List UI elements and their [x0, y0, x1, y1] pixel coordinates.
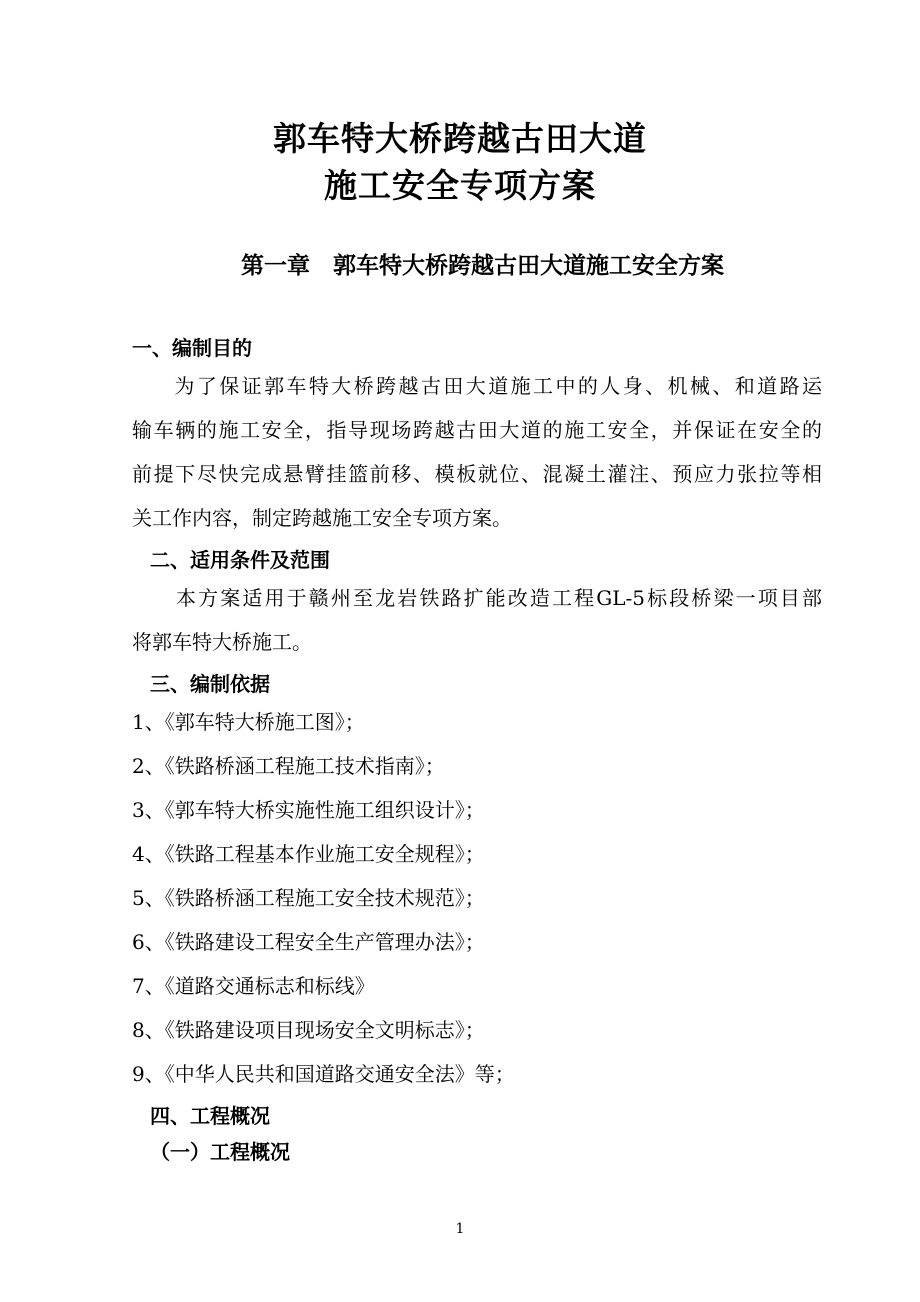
document-title-line1: 郭车特大桥跨越古田大道 [273, 119, 647, 158]
reference-item: 4、《铁路工程基本作业施工安全规程》； [132, 842, 485, 866]
section-heading-1: 一、编制目的 [132, 336, 252, 360]
paragraph-line: 关工作内容，制定跨越施工安全专项方案。 [132, 506, 512, 530]
paragraph-line: 输车辆的施工安全，指导现场跨越古田大道的施工安全，并保证在安全的 [132, 418, 822, 442]
paragraph-line: 前提下尽快完成悬臂挂篮前移、模板就位、混凝土灌注、预应力张拉等相 [132, 462, 822, 486]
reference-item: 8、《铁路建设项目现场安全文明标志》； [132, 1018, 485, 1042]
page-number: 1 [455, 1221, 465, 1237]
reference-item: 5、《铁路桥涵工程施工安全技术规范》； [132, 886, 485, 910]
reference-item: 2、《铁路桥涵工程施工技术指南》； [132, 754, 445, 778]
paragraph-line: 将郭车特大桥施工。 [132, 630, 312, 654]
reference-item: 7、《道路交通标志和标线》 [132, 974, 375, 998]
paragraph-line: 本方案适用于赣州至龙岩铁路扩能改造工程GL-5标段桥梁一项目部 [176, 586, 822, 610]
reference-item: 6、《铁路建设工程安全生产管理办法》； [132, 930, 485, 954]
section-heading-3: 三、编制依据 [150, 672, 270, 696]
paragraph-line: 为了保证郭车特大桥跨越古田大道施工中的人身、机械、和道路运 [152, 374, 822, 398]
section-heading-2: 二、适用条件及范围 [150, 548, 330, 572]
subsection-heading: （一）工程概况 [150, 1140, 290, 1164]
reference-item: 3、《郭车特大桥实施性施工组织设计》； [132, 798, 485, 822]
document-title-line2: 施工安全专项方案 [324, 166, 596, 205]
section-heading-4: 四、工程概况 [150, 1104, 270, 1128]
reference-item: 9、《中华人民共和国道路交通安全法》等； [132, 1062, 515, 1086]
reference-item: 1、《郭车特大桥施工图》； [132, 710, 365, 734]
chapter-heading: 第一章 郭车特大桥跨越古田大道施工安全方案 [241, 253, 724, 279]
